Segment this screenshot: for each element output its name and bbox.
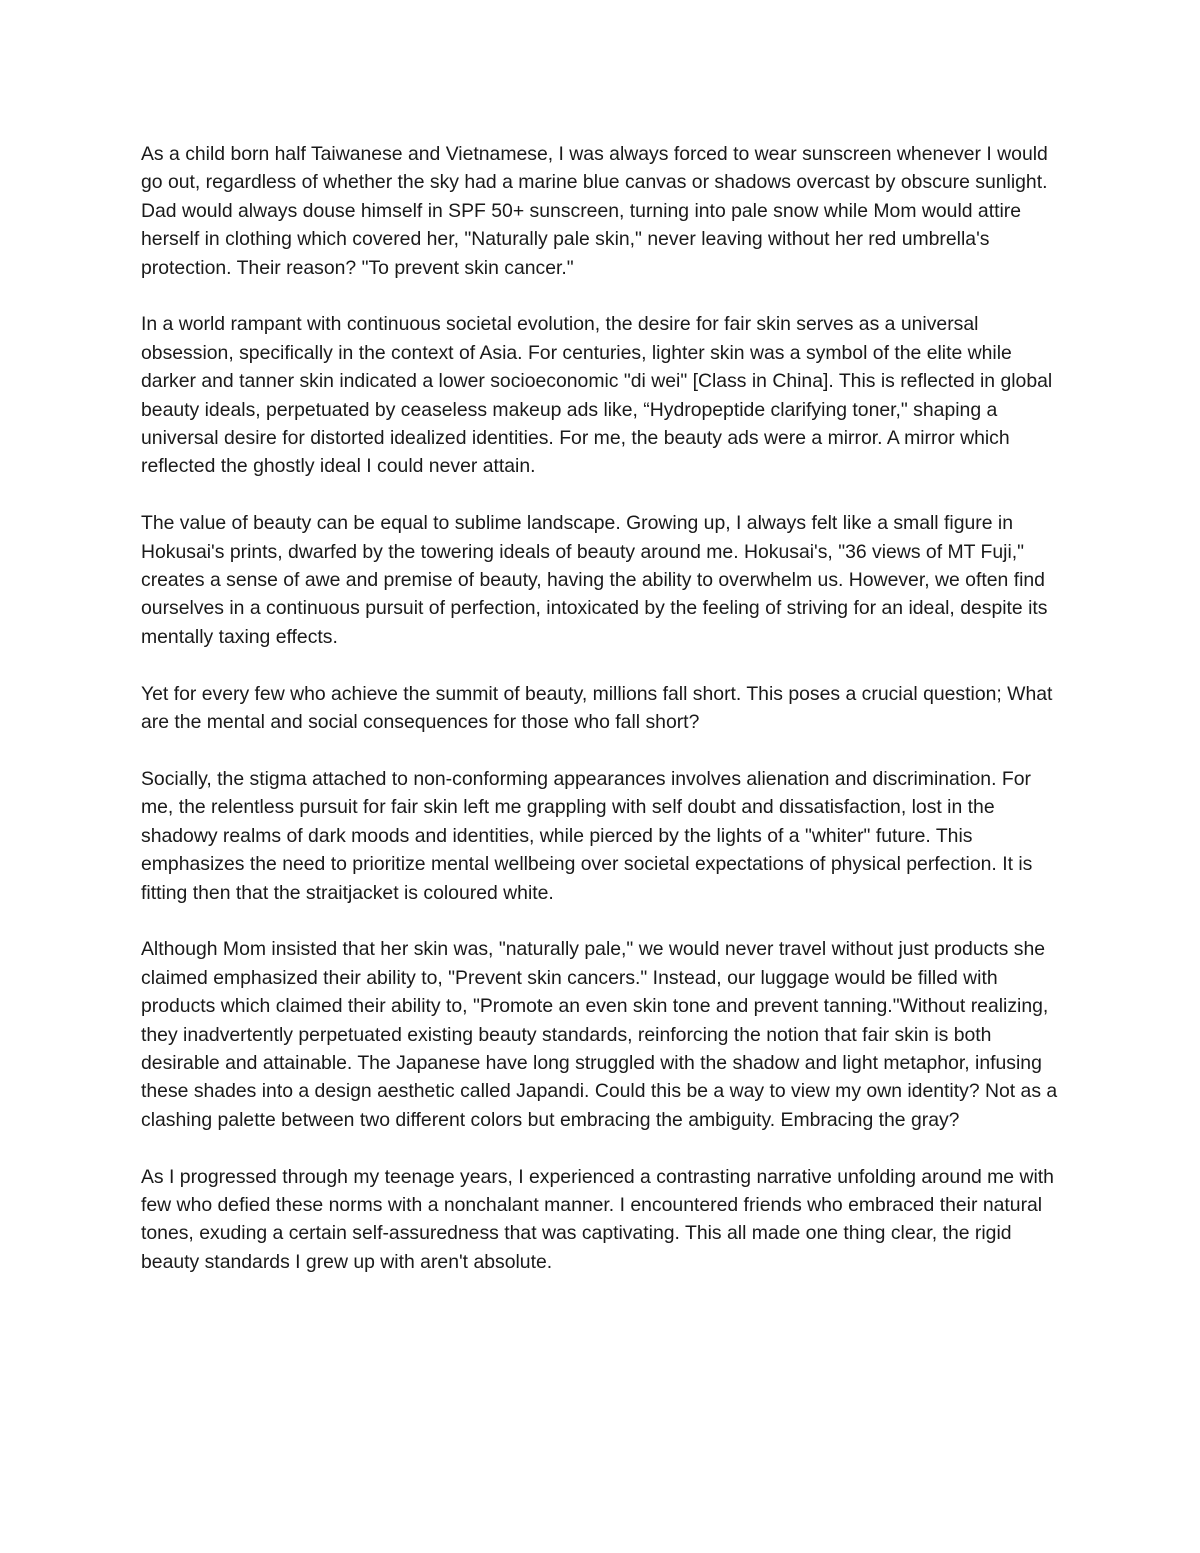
- paragraph-3: The value of beauty can be equal to sublime landscape. Growing up, I always felt like a small figure in Hokusai's prints, dwarfed by the towering ideals of beauty around me. Hokusai's, "36 views of MT Fuji," creates a sense of awe and premise of beauty, having the ability to overwhelm us. However, we often find ourselves in a continuous pursuit of perfection, intoxicated by the feeling of striving for an ideal, despite its mentally taxing effects.: [141, 512, 1048, 648]
- paragraph-2: In a world rampant with continuous societal evolution, the desire for fair skin serves as a universal obsession, specifically in the context of Asia. For centuries, lighter skin was a symbol of the elite while darker and tanner skin indicated a lower socioeconomic "di wei" [Class in China]. This is reflected in global beauty ideals, perpetuated by ceaseless makeup ads like, “Hydropeptide clarifying toner," shaping a universal desire for distorted idealized identities. For me, the beauty ads were a mirror. A mirror which reflected the ghostly ideal I could never attain.: [141, 313, 1053, 478]
- paragraph-1: As a child born half Taiwanese and Vietnamese, I was always forced to wear sunscreen whenever I would go out, regardless of whether the sky had a marine blue canvas or shadows overcast by obscure sunlight. Dad would always douse himself in SPF 50+ sunscreen, turning into pale snow while Mom would attire herself in clothing which covered her, "Naturally pale skin," never leaving without her red umbrella's protection. Their reason? "To prevent skin cancer.": [141, 143, 1048, 279]
- document-body: [141, 140, 1066, 1305]
- paragraph-4: Yet for every few who achieve the summit of beauty, millions fall short. This poses a crucial question; What are the mental and social consequences for those who fall short?: [141, 682, 1053, 734]
- paragraph-7: As I progressed through my teenage years, I experienced a contrasting narrative unfolding around me with few who defied these norms with a nonchalant manner. I encountered friends who embraced their natural tones, exuding a certain self-assuredness that was captivating. This all made one thing clear, the rigid beauty standards I grew up with aren't absolute.: [141, 1165, 1054, 1273]
- paragraph-6: Although Mom insisted that her skin was, "naturally pale," we would never travel without just products she claimed emphasized their ability to, "Prevent skin cancers." Instead, our luggage would be filled with products which claimed their ability to, "Promote an even skin tone and prevent tanning."Without realizing, they inadvertently perpetuated existing beauty standards, reinforcing the notion that fair skin is both desirable and attainable. The Japanese have long struggled with the shadow and light metaphor, infusing these shades into a design aesthetic called Japandi. Could this be a way to view my own identity? Not as a clashing palette between two different colors but embracing the ambiguity. Embracing the gray?: [141, 938, 1058, 1131]
- paragraph-5: Socially, the stigma attached to non-conforming appearances involves alienation and discrimination. For me, the relentless pursuit for fair skin left me grappling with self doubt and dissatisfaction, lost in the shadowy realms of dark moods and identities, while pierced by the lights of a "whiter" future. This emphasizes the need to prioritize mental wellbeing over societal expectations of physical perfection. It is fitting then that the straitjacket is coloured white.: [141, 767, 1033, 904]
